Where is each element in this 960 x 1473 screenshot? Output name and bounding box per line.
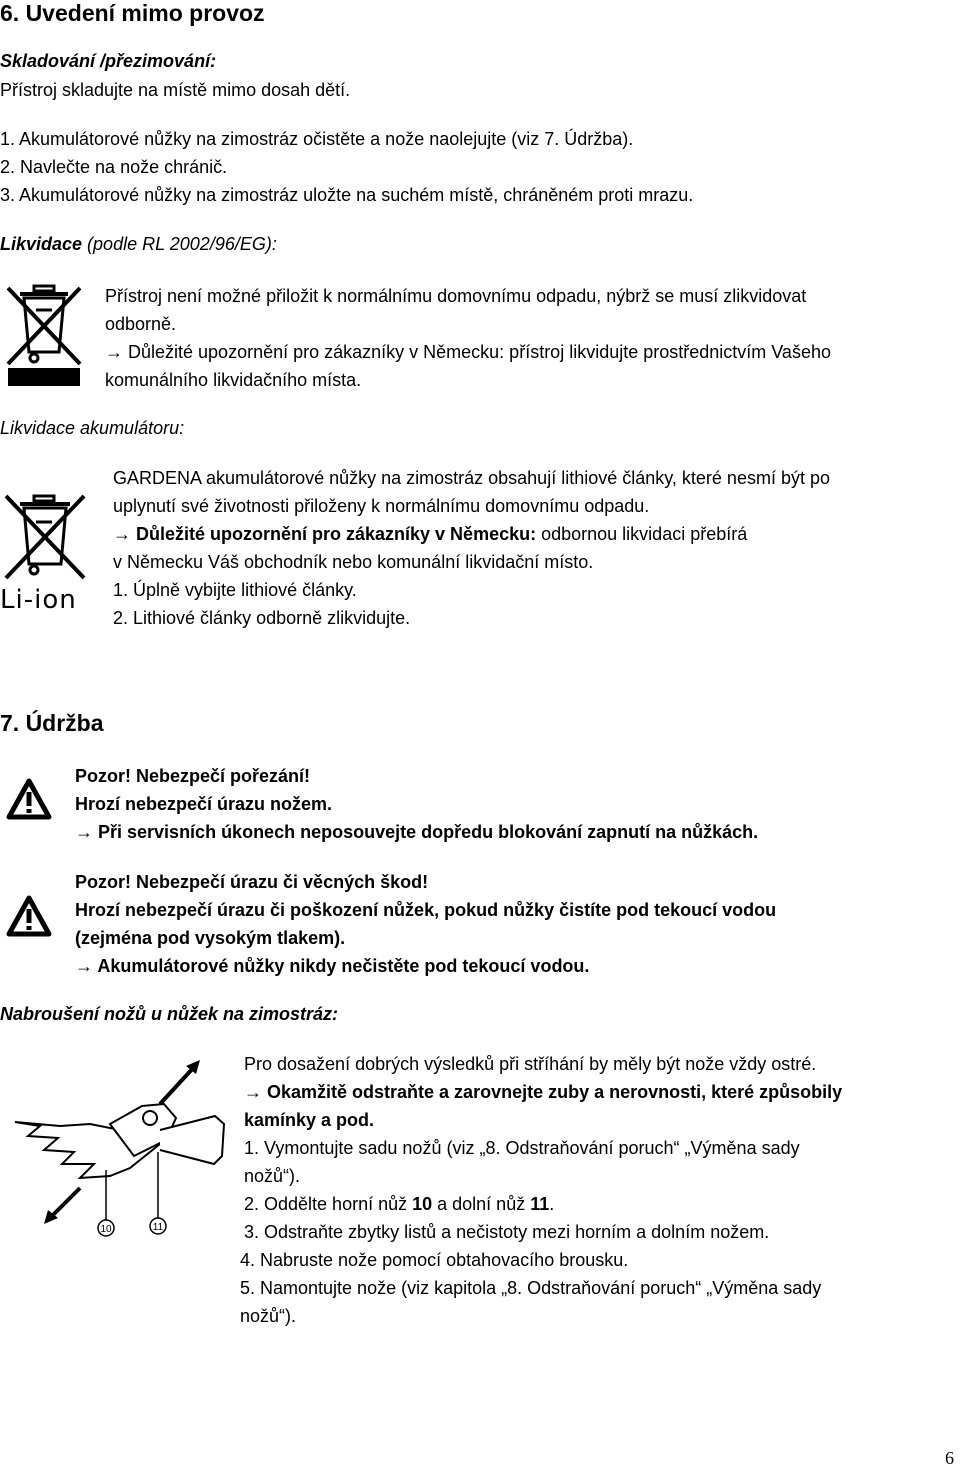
storage-text: Přístroj skladujte na místě mimo dosah dětí. bbox=[0, 80, 351, 100]
sharpen-note-line-2: kamínky a pod. bbox=[244, 1110, 375, 1130]
battery-note bbox=[113, 520, 747, 548]
battery-line-2: uplynutí své životnosti přiloženy k normálnímu domovnímu odpadu. bbox=[113, 496, 650, 516]
storage-step-2: 2. Navlečte na nože chránič. bbox=[0, 157, 228, 177]
warning-1-line-1: Pozor! Nebezpečí pořezání! bbox=[75, 766, 311, 786]
battery-line-1: GARDENA akumulátorové nůžky na zimostráz obsahují lithiové články, které nesmí být po bbox=[113, 468, 830, 488]
sharpen-note-line-1: → Okamžitě odstraňte a zarovnejte zuby a nerovnosti, které způsobily bbox=[244, 1082, 843, 1102]
callout-10: 10 bbox=[100, 1224, 112, 1235]
battery-step-2: 2. Lithiové články odborně zlikvidujte. bbox=[113, 608, 411, 628]
warning-2-line-2: Hrozí nebezpečí úrazu či poškození nůžek, pokud nůžky čistíte pod tekoucí vodou bbox=[75, 900, 777, 920]
battery-step-1: 1. Úplně vybijte lithiové články. bbox=[113, 580, 357, 600]
section-6-title: 6. Uvedení mimo provoz bbox=[0, 0, 265, 26]
warning-2-line-1: Pozor! Nebezpečí úrazu či věcných škod! bbox=[75, 872, 429, 892]
sharpen-heading: Nabroušení nožů u nůžek na zimostráz: bbox=[0, 1004, 339, 1024]
blade-illustration bbox=[10, 1060, 235, 1245]
battery-note-rest: odbornou likvidaci přebírá bbox=[536, 524, 748, 544]
warning-triangle-icon bbox=[6, 895, 52, 937]
battery-note-line-2: v Německu Váš obchodník nebo komunální likvidační místo. bbox=[113, 552, 594, 572]
sharpen-step-2-pre: 2. Oddělte horní nůž bbox=[244, 1194, 413, 1214]
sharpen-step-5-cont: nožů“). bbox=[240, 1306, 297, 1326]
storage-heading: Skladování /přezimování: bbox=[0, 51, 217, 71]
warning-2-line-4: → Akumulátorové nůžky nikdy nečistěte pod tekoucí vodou. bbox=[75, 956, 590, 976]
disposal-heading-bold: Likvidace bbox=[0, 234, 83, 254]
sharpen-step-5: 5. Namontujte nože (viz kapitola „8. Odstraňování poruch“ „Výměna sady bbox=[240, 1278, 822, 1298]
page-number: 6 bbox=[945, 1448, 954, 1468]
disposal-line-2: odborně. bbox=[105, 314, 177, 334]
warning-1-line-2: Hrozí nebezpečí úrazu nožem. bbox=[75, 794, 333, 814]
sharpen-step-2-end: . bbox=[549, 1194, 555, 1214]
blade-number-10: 10 bbox=[412, 1194, 433, 1214]
disposal-heading bbox=[0, 230, 277, 258]
li-ion-label: Li-ion bbox=[0, 585, 77, 615]
sharpen-step-3: 3. Odstraňte zbytky listů a nečistoty mezi horním a dolním nožem. bbox=[244, 1222, 770, 1242]
sharpen-step-2 bbox=[244, 1190, 554, 1218]
sharpen-step-4: 4. Nabruste nože pomocí obtahovacího brousku. bbox=[240, 1250, 629, 1270]
disposal-line-1: Přístroj není možné přiložit k normálnímu domovnímu odpadu, nýbrž se musí zlikvidovat bbox=[105, 286, 807, 306]
crossed-bin-icon bbox=[4, 282, 84, 392]
sharpen-intro: Pro dosažení dobrých výsledků při stříhání by měly být nože vždy ostré. bbox=[244, 1054, 817, 1074]
sharpen-step-2-mid: a dolní nůž bbox=[432, 1194, 531, 1214]
section-7-title: 7. Údržba bbox=[0, 710, 104, 736]
battery-heading: Likvidace akumulátoru: bbox=[0, 418, 185, 438]
warning-triangle-icon bbox=[6, 778, 52, 820]
callout-11: 11 bbox=[152, 1222, 164, 1233]
disposal-heading-suffix: (podle RL 2002/96/EG): bbox=[82, 234, 277, 254]
warning-1-line-3: → Při servisních úkonech neposouvejte dopředu blokování zapnutí na nůžkách. bbox=[75, 822, 759, 842]
storage-step-1: 1. Akumulátorové nůžky na zimostráz očistěte a nože naolejujte (viz 7. Údržba). bbox=[0, 129, 634, 149]
blade-number-11: 11 bbox=[530, 1194, 550, 1214]
battery-note-bold: → Důležité upozornění pro zákazníky v Německu: bbox=[113, 524, 537, 544]
warning-2-line-3: (zejména pod vysokým tlakem). bbox=[75, 928, 346, 948]
sharpen-step-1-cont: nožů“). bbox=[244, 1166, 301, 1186]
sharpen-step-1: 1. Vymontujte sadu nožů (viz „8. Odstraňování poruch“ „Výměna sady bbox=[244, 1138, 800, 1158]
disposal-line-3: → Důležité upozornění pro zákazníky v Německu: přístroj likvidujte prostřednictvím Vašeho bbox=[105, 342, 831, 362]
storage-step-3: 3. Akumulátorové nůžky na zimostráz uložte na suchém místě, chráněném proti mrazu. bbox=[0, 185, 694, 205]
disposal-line-4: komunálního likvidačního místa. bbox=[105, 370, 362, 390]
